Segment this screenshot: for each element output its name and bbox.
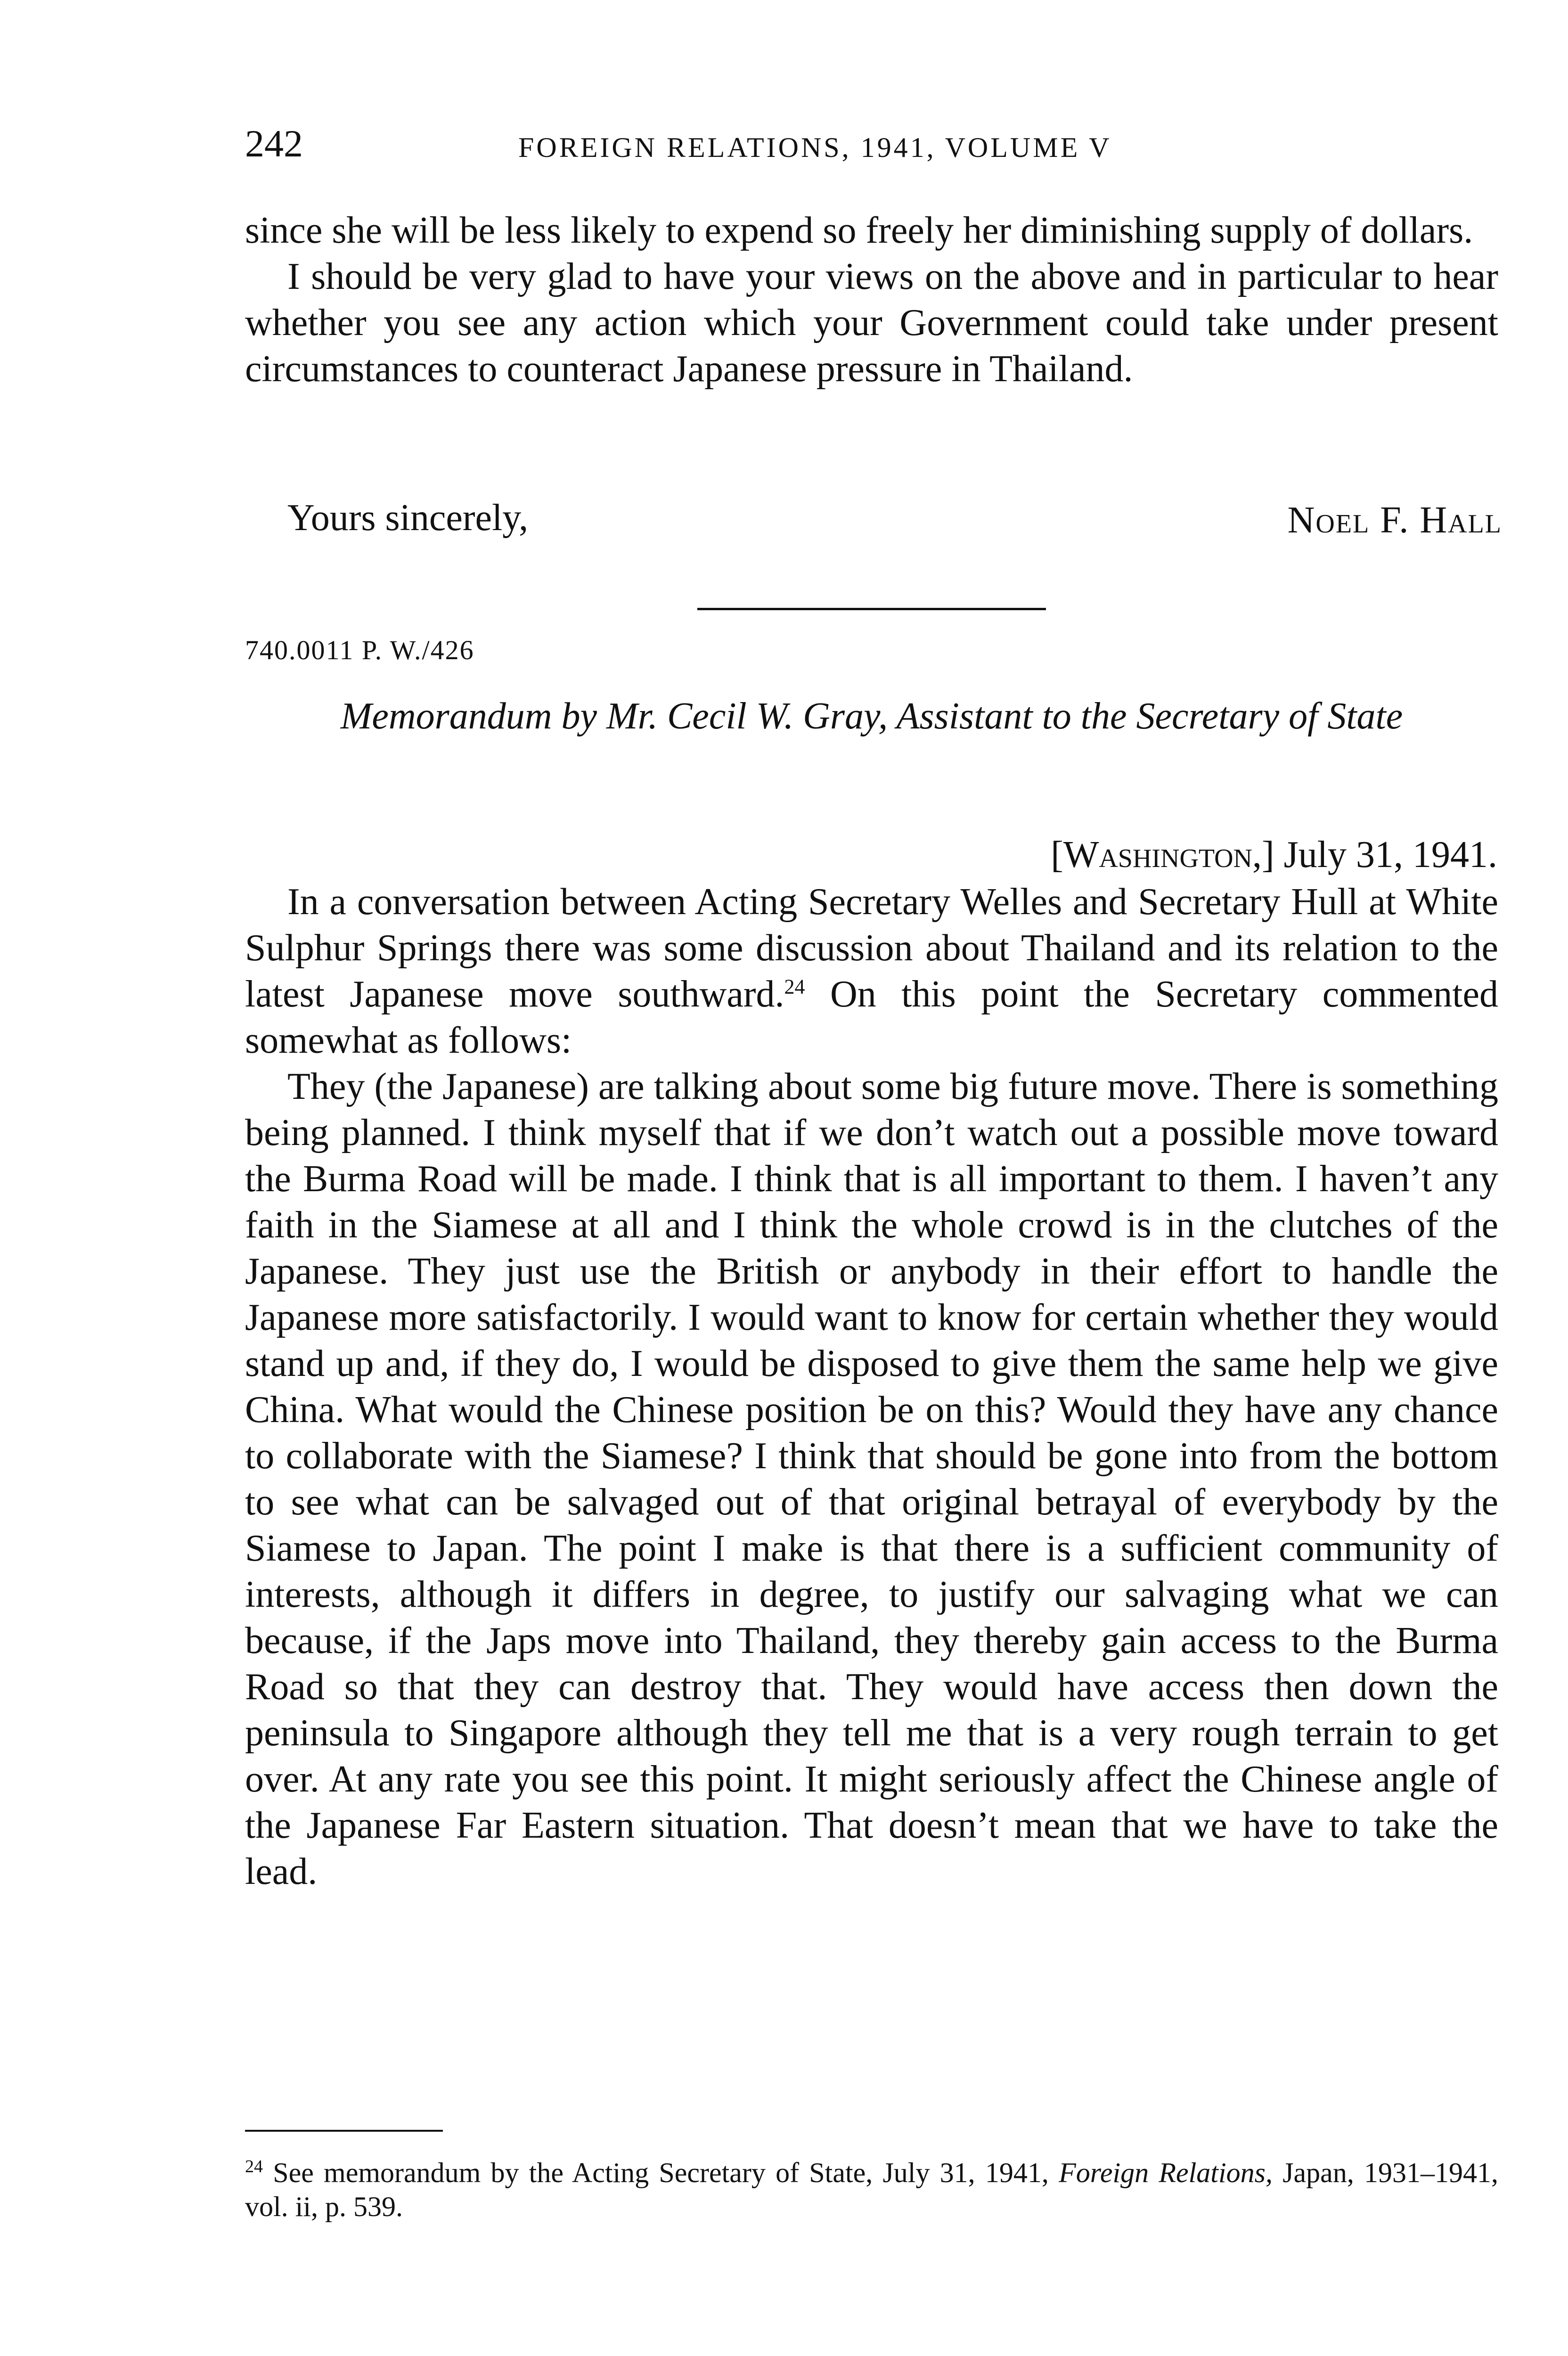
footnote-marker: 24 — [784, 975, 805, 998]
file-reference: 740.0011 P. W./426 — [245, 635, 474, 665]
memo-intro-end: On this point the Secretary commented somewhat as follows: — [245, 973, 1498, 1061]
memo-body — [245, 879, 1498, 1895]
footnote-text-before: See memorandum by the Acting Secretary of State, July 31, 1941, — [273, 2157, 1049, 2188]
memo-title: Memorandum by Mr. Cecil W. Gray, Assistant to the Secretary of State — [340, 695, 1403, 737]
letter-paragraph: I should be very glad to have your views on the above and in particular to hear whether you see any action which your Government could take under present circumstances to counteract Japanese pressure in Thailand. — [245, 256, 1498, 390]
footnote-divider — [245, 2130, 443, 2132]
letter-continuation: since she will be less likely to expend so freely her diminishing supply of dollars. — [245, 210, 1473, 251]
page-number: 242 — [245, 122, 303, 165]
memo-intro — [245, 879, 1498, 1063]
running-head: FOREIGN RELATIONS, 1941, VOLUME V — [518, 132, 1112, 163]
dateline-place: [Washington,] — [1051, 834, 1274, 875]
dateline — [1051, 832, 1497, 878]
page-header — [245, 118, 1498, 170]
footnote-italic-ref: Foreign Relations, — [1059, 2157, 1273, 2188]
letter-signature: Noel F. Hall — [1287, 499, 1502, 541]
memo-intro-text: In a conversation between Acting Secretary Welles and Secretary Hull at White Sulphur Springs there was some discussion about Thailand and its relation to the latest Japanese move southward. — [245, 881, 1498, 1015]
letter-body — [245, 207, 1498, 392]
memo-quote: They (the Japanese) are talking about some big future move. There is something being planned. I think myself that if we don’t watch out a possible move toward the Burma Road will be made. I think that is all important to them. I haven’t any faith in the Siamese at all and I think the whole crowd is in the clutches of the Japanese. They just use the British or anybody in their effort to handle the Japanese more satisfactorily. I would want to know for certain whether they would stand up and, if they do, I would be disposed to give them the same help we give China. What would the Chinese position be on this? Would they have any chance to collaborate with the Siamese? I think that should be gone into from the bottom to see what can be salvaged out of that original betrayal of everybody by the Siamese to Japan. The point I make is that there is a sufficient community of interests, although it differs in degree, to justify our salvaging what we can because, if the Japs move into Thailand, they thereby gain access to the Burma Road so that they can destroy that. They would have access then down the peninsula to Singapore although they tell me that is a very rough terrain to get over. At any rate you see this point. It might seriously affect the Chinese angle of the Japanese Far Eastern situation. That doesn’t mean that we have to take the lead. — [245, 1066, 1498, 1892]
letter-closing: Yours sincerely, — [287, 497, 529, 539]
dateline-date: July 31, 1941. — [1283, 834, 1497, 875]
footnote — [245, 2156, 1498, 2224]
section-divider — [697, 608, 1046, 610]
footnote-text-after: Japan, 1931–1941, vol. ii, p. 539. — [245, 2157, 1499, 2222]
footnote-number: 24 — [245, 2157, 263, 2176]
